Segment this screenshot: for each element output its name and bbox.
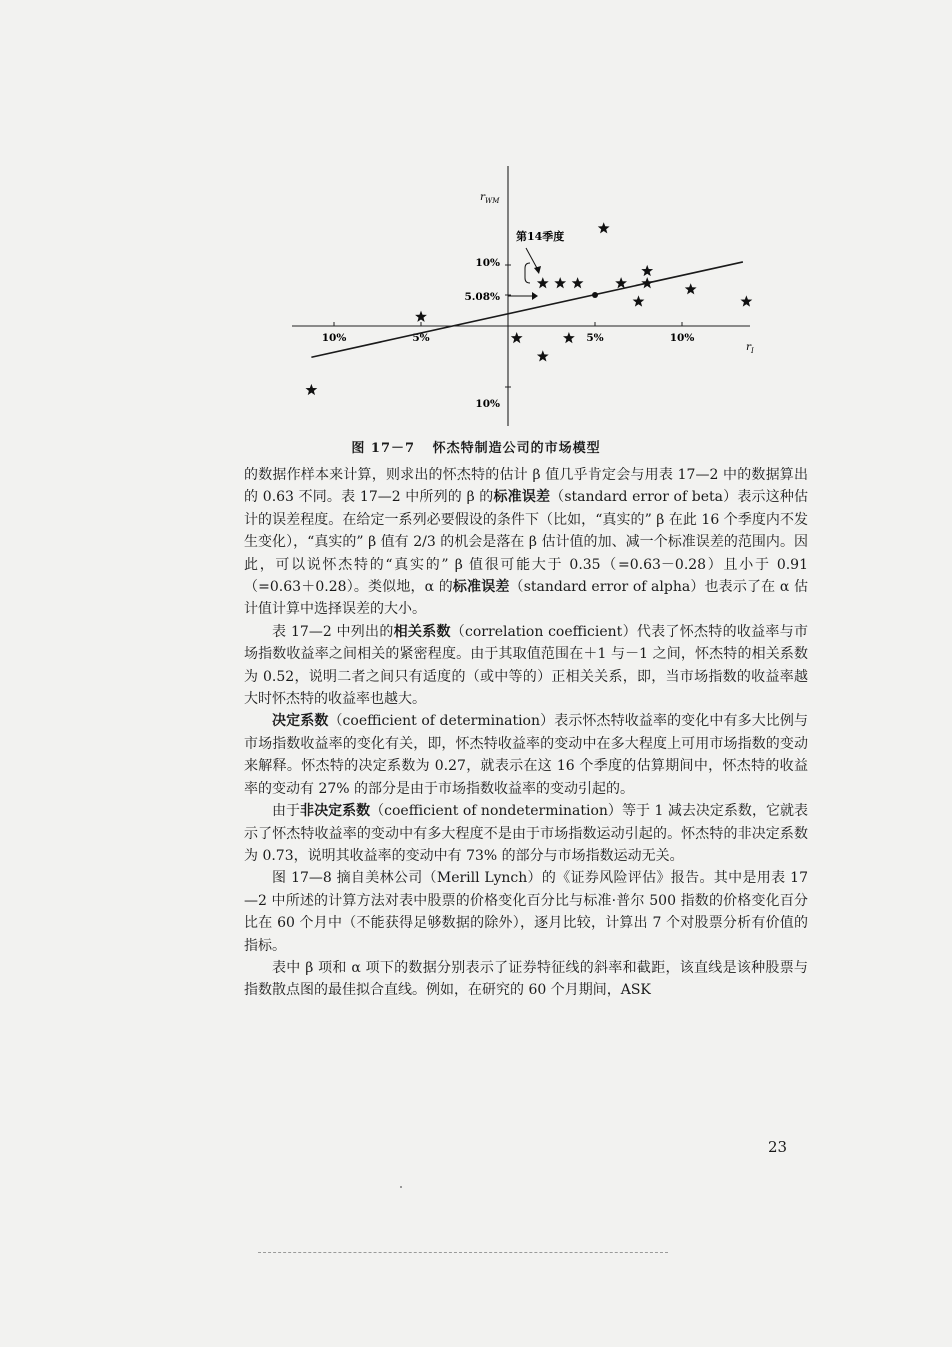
quarter-label: 第14季度 <box>516 230 565 243</box>
x-tick-label: 10% <box>669 332 695 344</box>
body-text <box>244 464 808 1002</box>
paragraph-5: 图 17—8 摘自美林公司（Merill Lynch）的《证券风险评估》报告。其中是用表 17—2 中所述的计算方法对表中股票的价格变化百分比与标准·普尔 500 指数的价格变化百分比在 60 个月中（不能获得足够数据的除外），逐月比较，计算出 7 个对股票分析有价值的指标。 <box>244 870 808 954</box>
data-point-star <box>641 265 653 276</box>
data-point-star <box>415 311 427 322</box>
paragraph-4: 由于非决定系数（coefficient of nondetermination）等于 1 减去决定系数，它就表示了怀杰特收益率的变动中有多大程度不是由于市场指数运动引起的。怀杰特的非决定系数为 0.73，说明其收益率的变动中有 73% 的部分与市场指数运动无关。 <box>244 803 808 864</box>
figure-title: 怀杰特制造公司的市场模型 <box>432 441 601 456</box>
term-nondetermination: 非决定系数 <box>300 803 371 820</box>
y-tick-label: 5.08% <box>464 291 500 303</box>
highlight-point <box>592 292 598 298</box>
paragraph-3: 决定系数（coefficient of determination）表示怀杰特收益率的变化中有多大比例与市场指数收益率的变化有关，即，怀杰特收益率的变动中在多大程度上可用市场指数的变动来解释。怀杰特的决定系数为 0.27，就表示在这 16 个季度的估算期间中，怀杰特的收益率的变动有 27% 的部分是由于市场指数收益率的变动引起的。 <box>244 713 809 797</box>
market-model-chart <box>280 160 780 430</box>
x-tick-label: 10% <box>321 332 347 344</box>
data-point-star <box>615 277 627 288</box>
data-point-star <box>537 277 549 288</box>
chart-labels <box>480 191 754 355</box>
data-point-star <box>740 295 752 306</box>
y-tick-label: 10% <box>475 257 500 269</box>
quarter-14-annotation <box>508 229 564 300</box>
data-point-star <box>537 350 549 361</box>
scan-speck <box>400 1186 402 1188</box>
data-point-star <box>685 283 697 294</box>
data-point-star <box>305 384 317 395</box>
y-tick-label: 10% <box>475 398 500 410</box>
figure-number: 图 17－7 <box>351 441 416 456</box>
term-standard-error-beta: 标准误差 <box>493 489 551 506</box>
term-determination: 决定系数 <box>272 713 329 730</box>
x-axis-label: $r_I$ <box>746 341 754 355</box>
quarter-pointer-line <box>526 248 538 270</box>
data-point-star <box>633 295 645 306</box>
term-standard-error-alpha: 标准误差 <box>452 579 510 596</box>
paragraph-6: 表中 β 项和 α 项下的数据分别表示了证券特征线的斜率和截距，该直线是该种股票与指数散点图的最佳拟合直线。例如，在研究的 60 个月期间，ASK <box>244 959 808 999</box>
pointer-5-08-arrow <box>532 292 538 300</box>
data-point-star <box>641 277 653 288</box>
figure-caption <box>0 437 952 456</box>
x-tick-label: 5% <box>586 332 604 344</box>
quarter-bracket <box>525 263 530 283</box>
x-tick-label: 5% <box>412 332 430 344</box>
paragraph-2: 表 17—2 中列出的相关系数（correlation coefficient）代表了怀杰特的收益率与市场指数收益率之间相关的紧密程度。由于其取值范围在＋1 与－1 之间，怀杰特的相关系数为 0.52，说明二者之间只有适度的（或中等的）正相关关系，即，当市场指数的收益率越大时怀杰特的收益率也越大。 <box>244 623 808 708</box>
term-correlation: 相关系数 <box>393 623 451 640</box>
data-point-star <box>554 277 566 288</box>
page-number: 23 <box>768 1138 788 1156</box>
data-point-star <box>598 222 610 233</box>
data-point-star <box>572 277 584 288</box>
data-point-star <box>563 332 575 343</box>
y-axis-label: $r_{WM}$ <box>480 191 500 205</box>
paragraph-1: 的数据作样本来计算，则求出的怀杰特的估计 β 值几乎肯定会与用表 17—2 中的数据算出的 0.63 不同。表 17—2 中所列的 β 的标准误差（standard error of beta）表示这种估计的误差程度。在给定一系列必要假设的条件下（比如，“真实的” β 在此 16 个季度内不发生变化），“真实的” β 值有 2/3 的机会是落在 β 估计值的加、减一个标准误差的范围内。因此，可以说怀杰特的“真实的” β 值很可能大于 0.35（=0.63－0.28）且小于 0.91（=0.63＋0.28）。类似地，α 的标准误差（standard error of alpha）也表示了在 α 估计值计算中选择误差的大小。 <box>244 467 809 618</box>
scan-edge-line <box>258 1252 668 1254</box>
quarter-pointer-arrow <box>534 266 541 274</box>
data-point-star <box>511 332 523 343</box>
